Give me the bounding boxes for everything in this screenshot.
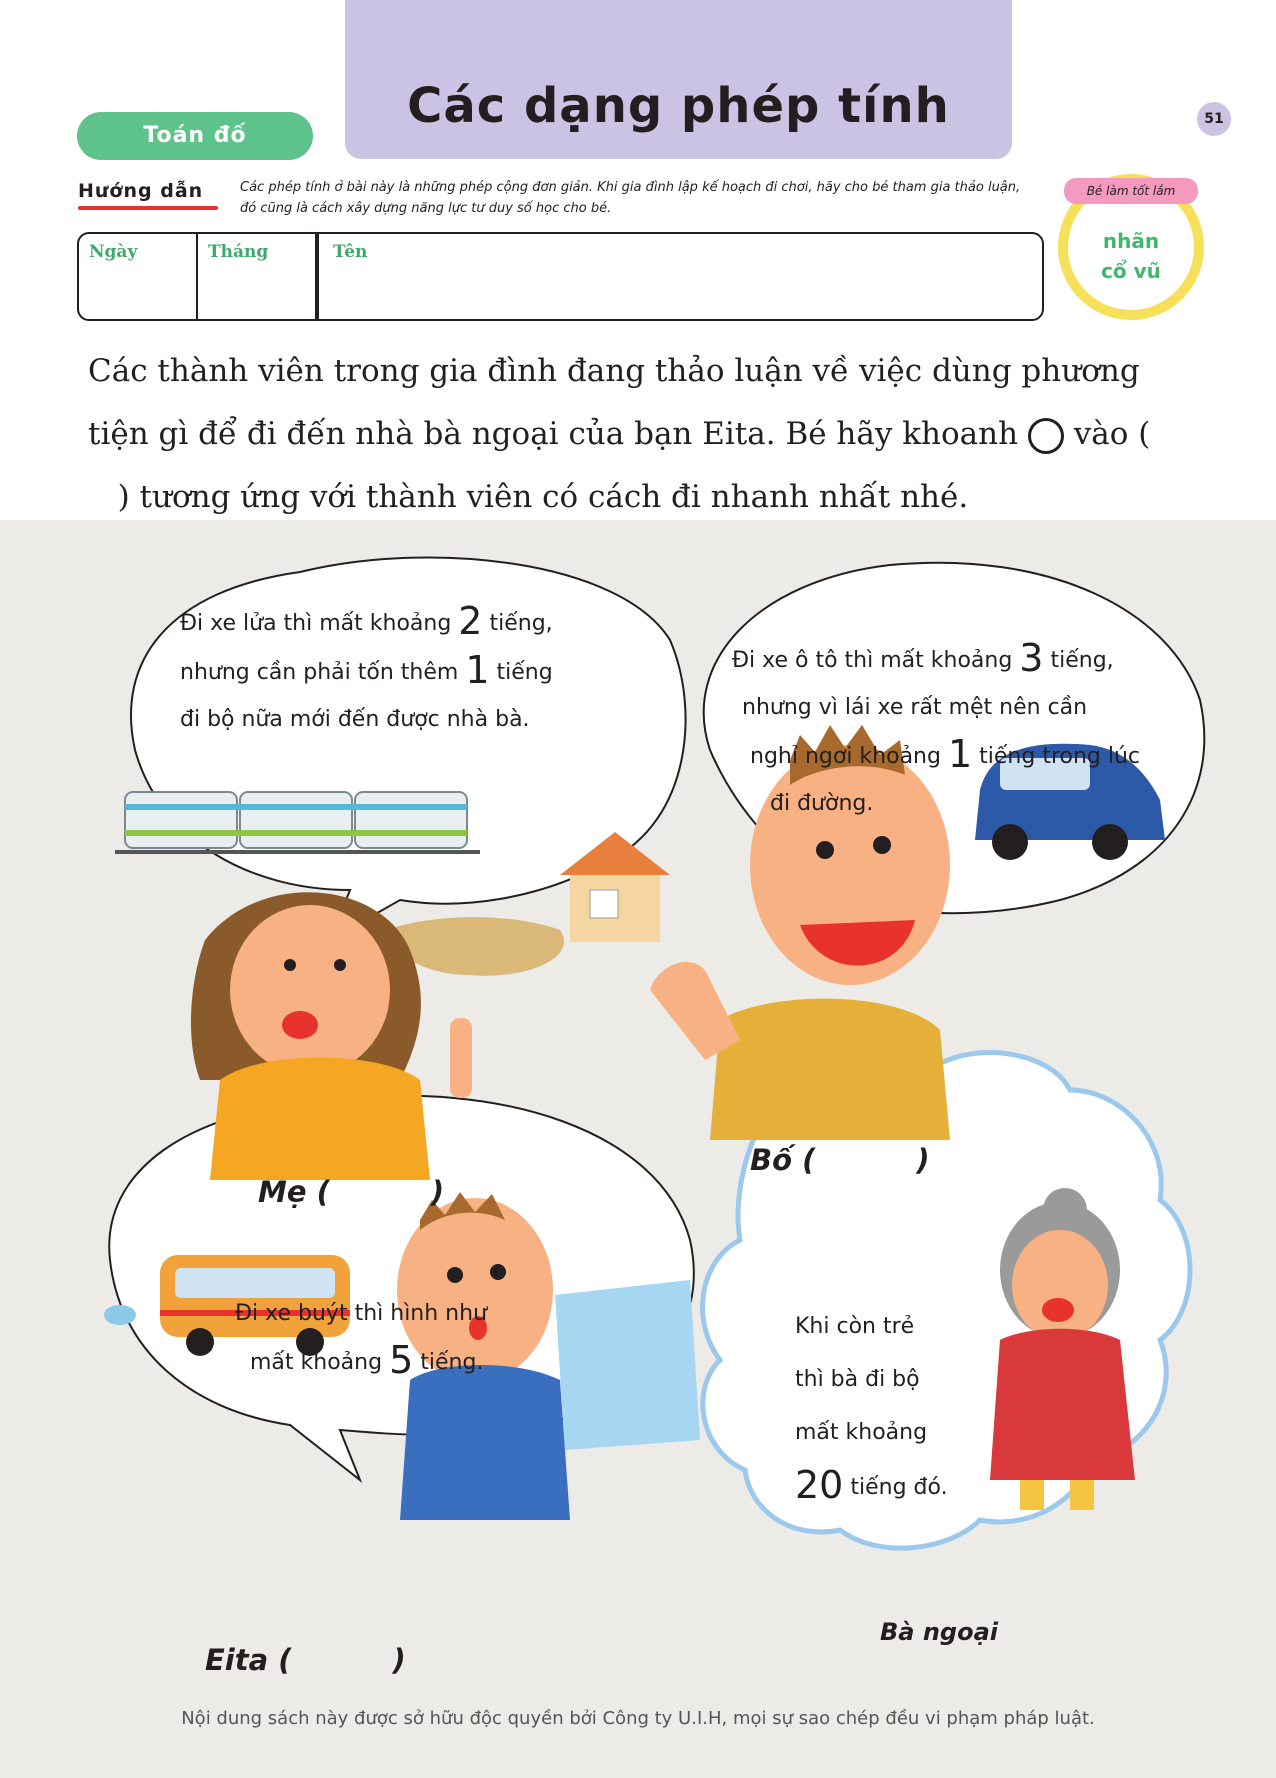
grandma-line-2: thì bà đi bộ xyxy=(795,1367,920,1392)
eita-line-2: mất khoảng 5 tiếng. xyxy=(250,1338,484,1382)
name-label: Tên xyxy=(333,242,368,262)
grandma-label: Bà ngoại xyxy=(880,1618,999,1646)
mom-answer-label[interactable]: Mẹ ( ) xyxy=(258,1175,445,1209)
instruction-part-4: tương ứng với thành viên có cách đi nhanh nhất nhé. xyxy=(139,479,969,515)
instruction-part-1: Các thành viên trong gia đình đang thảo luận về việc dùng phương tiện gì để đi đến nhà bà ngoại của bạn Eita. Bé hãy khoanh xyxy=(88,353,1140,452)
grandma-bubble-text xyxy=(795,1300,1035,1514)
month-field[interactable] xyxy=(198,234,317,319)
mom-bubble-text xyxy=(180,598,640,743)
instruction-part-3: ) xyxy=(117,479,130,515)
badge-ribbon: Bé làm tốt lắm xyxy=(1064,178,1198,204)
day-field[interactable] xyxy=(79,234,198,319)
circle-icon xyxy=(1028,418,1064,454)
guide-label: Hướng dẫn xyxy=(78,180,204,202)
dad-line-3: nghỉ ngơi khoảng 1 tiếng trong lúc xyxy=(750,732,1141,776)
name-field[interactable] xyxy=(323,234,1023,319)
badge-line-2: cổ vũ xyxy=(1101,259,1161,283)
mom-line-1: Đi xe lửa thì mất khoảng 2 tiếng, xyxy=(180,599,553,643)
dad-line-4: đi đường. xyxy=(770,791,874,816)
grandma-line-1: Khi còn trẻ xyxy=(795,1314,915,1339)
page-title: Các dạng phép tính xyxy=(407,78,950,134)
info-form xyxy=(77,232,1044,321)
guide-underline xyxy=(78,206,218,210)
dad-line-2: nhưng vì lái xe rất mệt nên cần xyxy=(742,695,1088,720)
instruction-text xyxy=(88,340,1198,529)
badge-text xyxy=(1068,226,1194,286)
mom-line-2: nhưng cần phải tốn thêm 1 tiếng xyxy=(180,648,553,692)
category-pill: Toán đố xyxy=(77,112,313,160)
grandma-line-3: mất khoảng xyxy=(795,1420,928,1445)
eita-bubble-text xyxy=(235,1290,595,1386)
instruction-part-2: vào ( xyxy=(1073,416,1151,452)
guide-text: Các phép tính ở bài này là những phép cộng đơn giản. Khi gia đình lập kế hoạch đi chơi, hãy cho bé tham gia thảo luận, đó cũng là cách xây dựng năng lực tư duy số học cho bé. xyxy=(240,180,1021,216)
dad-bubble-text xyxy=(732,635,1202,827)
dad-answer-label[interactable]: Bố ( ) xyxy=(750,1143,930,1177)
dad-line-1: Đi xe ô tô thì mất khoảng 3 tiếng, xyxy=(732,636,1114,680)
eita-line-1: Đi xe buýt thì hình như xyxy=(235,1301,488,1326)
eita-answer-label[interactable]: Eita ( ) xyxy=(205,1643,406,1677)
copyright-footer: Nội dung sách này được sở hữu độc quyền bởi Công ty U.I.H, mọi sự sao chép đều vi phạm pháp luật. xyxy=(181,1708,1095,1729)
mom-line-3: đi bộ nữa mới đến được nhà bà. xyxy=(180,707,530,732)
month-label: Tháng xyxy=(208,242,269,262)
grandma-line-4: 20 tiếng đó. xyxy=(795,1463,948,1507)
day-label: Ngày xyxy=(89,242,138,262)
train-illustration xyxy=(115,792,480,854)
page-number: 51 xyxy=(1197,102,1231,136)
badge-line-1: nhãn xyxy=(1102,229,1160,253)
